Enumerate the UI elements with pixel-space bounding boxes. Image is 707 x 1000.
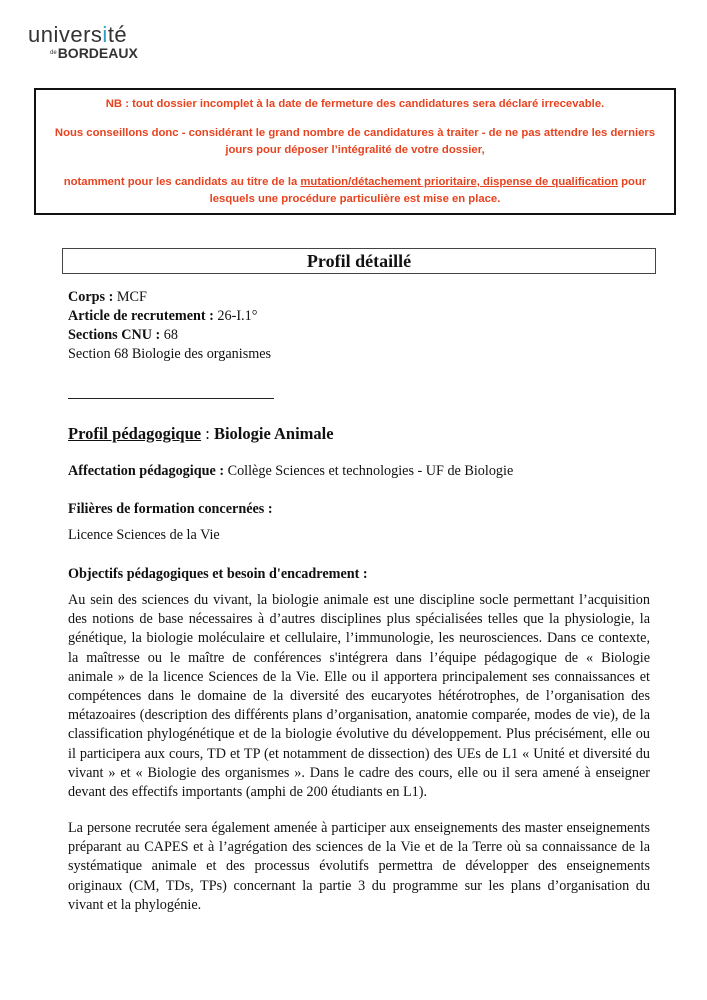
paragraph-line: devant des effectifs importants (amphi de 200 étudiants en L1). xyxy=(68,784,428,801)
objectifs-heading: Objectifs pédagogiques et besoin d'encadrement : xyxy=(68,566,368,582)
paragraph-line: compétences dans le domaine de la diversité des eucaryotes hétérotrophes, de l’organisation des xyxy=(68,688,650,705)
corps-value: MCF xyxy=(113,289,147,305)
paragraph-line: vivant » et « Biologie des organismes ». Dans le cadre des cours, elle ou il sera amené à enseigner xyxy=(68,764,650,781)
notice-line-2a: Nous conseillons donc - considérant le grand nombre de candidatures à traiter - de ne pas attendre les derniers xyxy=(54,127,656,139)
paragraph-line: classification phylogénétique et de la biologie évolutive du développement. Plus précisément, elle ou xyxy=(68,726,650,743)
notice-box xyxy=(34,88,676,215)
notice-line-2 xyxy=(36,125,674,159)
profil-sep: : xyxy=(201,424,214,443)
paragraph-line: il participera aux cours, TD et TP (et notamment de dissection) des UEs de L1 « Unité et diversité du xyxy=(68,745,650,762)
paragraph-line: génétique, la biologie moléculaire et cellulaire, l’immunologie, les neurosciences. Dans ce contexte, xyxy=(68,630,650,647)
profil-heading xyxy=(68,424,334,444)
notice-line-3-pre: notamment pour les candidats au titre de la xyxy=(63,176,301,188)
affectation-label: Affectation pédagogique : xyxy=(68,463,225,479)
affectation-value: Collège Sciences et technologies - UF de Biologie xyxy=(224,463,514,479)
notice-line-1: NB : tout dossier incomplet à la date de fermeture des candidatures sera déclaré irrecevable. xyxy=(105,98,605,110)
paragraph-line: Au sein des sciences du vivant, la biologie animale est une discipline socle permettant l’acquisition xyxy=(68,592,650,608)
objectifs-paragraph-1 xyxy=(68,591,650,802)
notice-underlined-text: mutation/détachement prioritaire, dispense de qualification xyxy=(300,176,619,188)
paragraph-line: systématique animale et des processus évolutifs permettra de développer des enseignements xyxy=(68,858,650,875)
paragraph-line: originaux (CM, TDs, TPs) concernant la partie 3 du programme sur les plans d’organisation du xyxy=(68,877,650,894)
paragraph-line: animale » de la licence Sciences de la Vie. Elle ou il apportera principalement ses connaissances et xyxy=(68,668,650,685)
article-value: 26-I.1° xyxy=(213,308,258,324)
notice-line-2b: jours pour déposer l’intégralité de votre dossier, xyxy=(225,144,485,156)
filieres-label xyxy=(68,501,273,518)
objectifs-paragraph-2 xyxy=(68,819,650,915)
paragraph-line: la maîtresse ou le maître de conférences s'intégrera dans l’équipe pédagogique de « Biologie xyxy=(68,649,650,666)
paragraph-line: La persone recrutée sera également amenée à participer aux enseignements des master enseignements xyxy=(68,820,650,836)
profil-label: Profil pédagogique xyxy=(68,424,202,443)
profil-value: Biologie Animale xyxy=(213,424,334,443)
section-description: Section 68 Biologie des organismes xyxy=(68,346,272,362)
divider xyxy=(68,398,274,399)
article-label: Article de recrutement : xyxy=(68,308,214,324)
sections-label: Sections CNU : xyxy=(68,327,161,343)
notice-line-3-post: pour xyxy=(618,176,647,188)
paragraph-line: préparant au CAPES et à l’agrégation des sciences de la Vie et de la Terre où sa connaissance de la xyxy=(68,839,650,856)
notice-line-3b: lesquels une procédure particulière est mise en place. xyxy=(209,193,501,205)
filieres-heading: Filières de formation concernées : xyxy=(68,501,273,517)
corps-label: Corps : xyxy=(68,289,114,305)
logo-text-de: de xyxy=(50,50,57,56)
paragraph-line: vivant et la phylogénie. xyxy=(68,896,202,913)
paragraph-line: des notions de base nécessaires à d’autres disciplines plus spécialisées telles que la physiologie, la xyxy=(68,611,650,628)
affectation xyxy=(68,463,513,480)
notice-line-3 xyxy=(36,174,674,208)
page-title: Profil détaillé xyxy=(62,248,656,274)
job-meta xyxy=(68,288,271,364)
paragraph-line: métazoaires (description des différents plans d’organisation, anatomie comparée, modes de vie), de la xyxy=(68,707,650,724)
objectifs-label xyxy=(68,566,368,583)
university-logo-bottom xyxy=(50,45,138,61)
filieres-value: Licence Sciences de la Vie xyxy=(68,527,220,543)
logo-text-top: université xyxy=(28,22,128,47)
sections-value: 68 xyxy=(160,327,178,343)
logo-text-bottom: BORDEAUX xyxy=(57,45,138,61)
